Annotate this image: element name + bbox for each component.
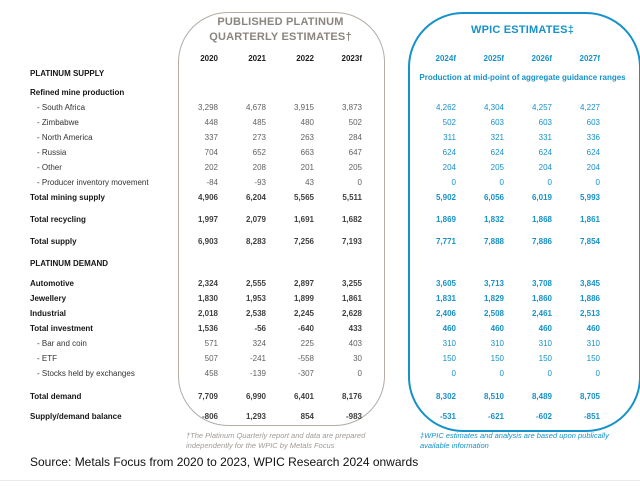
column-gap (362, 291, 408, 306)
wpic-value-cell: -531 (439, 412, 456, 421)
table-row (0, 256, 640, 271)
published-value-cell: 854 (300, 412, 314, 421)
published-title-line2: QUARTERLY ESTIMATES† (209, 31, 352, 43)
published-value-cell (314, 256, 362, 271)
wpic-value-cell (552, 85, 600, 100)
row-label: Total demand (30, 392, 82, 401)
wpic-value-cell: 624 (538, 148, 552, 157)
table-row (0, 291, 640, 306)
row-label: - Bar and coin (37, 339, 87, 348)
table-row (0, 351, 640, 366)
table-row (0, 175, 640, 190)
wpic-value-cell: 7,888 (483, 237, 504, 246)
row-label: - Producer inventory movement (37, 178, 149, 187)
wpic-value-cell (408, 66, 456, 81)
wpic-value-cell: 8,510 (483, 392, 504, 401)
published-value-cell: 337 (204, 133, 218, 142)
wpic-value-cell: 460 (490, 324, 504, 333)
column-gap (362, 175, 408, 190)
published-value-cell: -93 (254, 178, 266, 187)
published-value-cell: 485 (252, 118, 266, 127)
published-value-cell: 208 (252, 163, 266, 172)
table-row (0, 336, 640, 351)
wpic-value-cell: 5,902 (435, 193, 456, 202)
wpic-value-cell: 4,262 (435, 103, 456, 112)
table-row (0, 66, 640, 81)
wpic-value-cell: 5,993 (579, 193, 600, 202)
table-row (0, 160, 640, 175)
column-gap (362, 409, 408, 424)
column-gap (362, 389, 408, 404)
published-value-cell: 30 (353, 354, 362, 363)
wpic-value-cell: -851 (583, 412, 600, 421)
table-row (0, 85, 640, 100)
row-label: - Russia (37, 148, 67, 157)
wpic-value-cell: 204 (538, 163, 552, 172)
published-value-cell: 6,903 (197, 237, 218, 246)
published-value-cell (218, 85, 266, 100)
wpic-value-cell: 1,831 (435, 294, 456, 303)
column-gap (362, 190, 408, 205)
wpic-value-cell: 336 (586, 133, 600, 142)
wpic-value-cell: 6,056 (483, 193, 504, 202)
row-label: Supply/demand balance (30, 412, 122, 421)
row-label: - ETF (37, 354, 57, 363)
wpic-year-col3: 2026f (531, 54, 552, 63)
wpic-value-cell (456, 66, 504, 81)
published-value-cell: 2,538 (245, 309, 266, 318)
wpic-value-cell: 331 (538, 133, 552, 142)
column-gap (362, 234, 408, 249)
row-label: Refined mine production (30, 88, 125, 97)
wpic-value-cell: 624 (442, 148, 456, 157)
published-value-cell: 3,873 (341, 103, 362, 112)
published-value-cell: 284 (348, 133, 362, 142)
wpic-value-cell: 311 (443, 133, 456, 142)
published-value-cell: 652 (252, 148, 266, 157)
wpic-value-cell: 3,713 (483, 279, 504, 288)
wpic-value-cell: 603 (490, 118, 504, 127)
column-gap (362, 130, 408, 145)
wpic-value-cell: 150 (490, 354, 504, 363)
wpic-value-cell: 150 (442, 354, 456, 363)
column-gap (362, 66, 408, 81)
published-value-cell: 5,565 (293, 193, 314, 202)
published-value-cell: -640 (297, 324, 314, 333)
published-year-col4: 2023f (341, 54, 362, 63)
published-value-cell (218, 256, 266, 271)
published-value-cell: -806 (201, 412, 218, 421)
published-value-cell: 2,897 (293, 279, 314, 288)
published-value-cell: 448 (204, 118, 218, 127)
published-value-cell: 571 (204, 339, 218, 348)
published-title-line1: PUBLISHED PLATINUM (217, 16, 344, 28)
wpic-value-cell: 0 (547, 178, 552, 187)
column-gap (362, 212, 408, 227)
wpic-value-cell: 0 (499, 178, 504, 187)
year-row-spacer (0, 52, 170, 66)
published-value-cell: 1,682 (341, 215, 362, 224)
column-gap (362, 276, 408, 291)
published-year-col3: 2022 (296, 54, 314, 63)
row-label: - North America (37, 133, 93, 142)
published-value-cell: 7,256 (293, 237, 314, 246)
wpic-value-cell: 2,513 (579, 309, 600, 318)
column-gap (362, 351, 408, 366)
wpic-value-cell: 2,406 (435, 309, 456, 318)
published-value-cell: 507 (204, 354, 218, 363)
published-value-cell: 202 (204, 163, 218, 172)
wpic-value-cell: 4,227 (579, 103, 600, 112)
wpic-year-col1: 2024f (435, 54, 456, 63)
published-value-cell (218, 66, 266, 81)
published-value-cell: 201 (300, 163, 314, 172)
wpic-value-cell: 460 (538, 324, 552, 333)
row-label: PLATINUM SUPPLY (30, 69, 105, 78)
wpic-value-cell: 310 (586, 339, 600, 348)
wpic-value-cell: 3,845 (579, 279, 600, 288)
published-value-cell: 704 (204, 148, 218, 157)
wpic-value-cell: 2,508 (483, 309, 504, 318)
published-value-cell: 647 (348, 148, 362, 157)
table-row (0, 115, 640, 130)
estimates-table (0, 52, 640, 424)
row-label: - Other (37, 163, 62, 172)
wpic-value-cell (408, 85, 456, 100)
table-row (0, 321, 640, 336)
published-value-cell: 1,861 (341, 294, 362, 303)
published-value-cell: 5,511 (342, 193, 362, 202)
published-value-cell: -56 (254, 324, 266, 333)
wpic-value-cell: 3,708 (531, 279, 552, 288)
wpic-value-cell: 603 (538, 118, 552, 127)
published-value-cell: 0 (357, 369, 362, 378)
published-value-cell: 205 (348, 163, 362, 172)
table-row (0, 130, 640, 145)
wpic-value-cell: 7,886 (531, 237, 552, 246)
table-row (0, 234, 640, 249)
published-value-cell: 2,324 (197, 279, 218, 288)
published-year-col1: 2020 (200, 54, 218, 63)
row-label: Total mining supply (30, 193, 105, 202)
column-gap (362, 85, 408, 100)
published-value-cell: 2,555 (245, 279, 266, 288)
wpic-value-cell: 460 (586, 324, 600, 333)
column-gap (362, 160, 408, 175)
published-value-cell: 1,899 (293, 294, 314, 303)
wpic-value-cell (504, 66, 552, 81)
wpic-value-cell (504, 256, 552, 271)
wpic-value-cell: 603 (586, 118, 600, 127)
wpic-year-col2: 2025f (483, 54, 504, 63)
published-footnote: †The Platinum Quarterly report and data are prepared independently for the WPIC by Metals Focus (186, 431, 366, 450)
published-year-col2: 2021 (248, 54, 266, 63)
column-gap (362, 52, 408, 66)
wpic-value-cell: 7,854 (579, 237, 600, 246)
published-value-cell: 0 (357, 178, 362, 187)
published-value-cell: 458 (204, 369, 218, 378)
published-value-cell: 403 (348, 339, 362, 348)
published-value-cell: 433 (348, 324, 362, 333)
wpic-value-cell: 1,868 (531, 215, 552, 224)
wpic-value-cell: 0 (451, 369, 456, 378)
wpic-value-cell: -621 (487, 412, 504, 421)
wpic-value-cell: 624 (586, 148, 600, 157)
wpic-value-cell: 310 (442, 339, 456, 348)
published-estimates-title (178, 15, 383, 45)
wpic-footnote: ‡WPIC estimates and analysis are based upon publically available information (420, 431, 609, 450)
wpic-value-cell: 1,886 (579, 294, 600, 303)
published-value-cell: 225 (300, 339, 314, 348)
wpic-value-cell: 0 (547, 369, 552, 378)
published-value-cell: 1,830 (197, 294, 218, 303)
published-value-cell: 324 (252, 339, 266, 348)
published-value-cell (266, 85, 314, 100)
row-label: - Stocks held by exchanges (37, 369, 135, 378)
published-value-cell: 6,401 (293, 392, 314, 401)
table-row (0, 366, 640, 381)
row-label: Total recycling (30, 215, 86, 224)
table-row (0, 276, 640, 291)
published-value-cell: 2,018 (197, 309, 218, 318)
wpic-value-cell: 310 (538, 339, 552, 348)
published-value-cell: 502 (348, 118, 362, 127)
published-value-cell: -241 (249, 354, 266, 363)
published-value-cell: 4,906 (197, 193, 218, 202)
published-value-cell: 8,283 (245, 237, 266, 246)
published-value-cell: -558 (297, 354, 314, 363)
published-value-cell: 3,915 (293, 103, 314, 112)
published-value-cell: 273 (252, 133, 266, 142)
wpic-value-cell: 8,302 (435, 392, 456, 401)
published-value-cell: 3,298 (197, 103, 218, 112)
published-value-cell: 1,536 (197, 324, 218, 333)
wpic-value-cell: 8,489 (531, 392, 552, 401)
wpic-value-cell: 1,829 (483, 294, 504, 303)
published-value-cell: 1,953 (245, 294, 266, 303)
published-value-cell: 7,193 (341, 237, 362, 246)
column-gap (362, 321, 408, 336)
row-label: PLATINUM DEMAND (30, 259, 109, 268)
wpic-value-cell: 624 (490, 148, 504, 157)
wpic-value-cell (552, 256, 600, 271)
column-gap (362, 115, 408, 130)
published-value-cell: 2,079 (245, 215, 266, 224)
published-value-cell: 480 (300, 118, 314, 127)
published-value-cell (314, 85, 362, 100)
table-row (0, 100, 640, 115)
table-row (0, 145, 640, 160)
published-value-cell: 6,990 (245, 392, 266, 401)
published-value-cell: 6,204 (245, 193, 266, 202)
column-gap (362, 366, 408, 381)
row-label: Total supply (30, 237, 77, 246)
wpic-value-cell: 460 (442, 324, 456, 333)
published-value-cell: 1,997 (197, 215, 218, 224)
table-row (0, 190, 640, 205)
published-value-cell (170, 66, 218, 81)
wpic-value-cell: 0 (595, 369, 600, 378)
wpic-value-cell (456, 256, 504, 271)
wpic-value-cell: 8,705 (579, 392, 600, 401)
published-value-cell: 1,691 (293, 215, 314, 224)
wpic-value-cell: 1,860 (531, 294, 552, 303)
wpic-value-cell: 0 (499, 369, 504, 378)
wpic-value-cell: 0 (595, 178, 600, 187)
published-value-cell: 1,293 (245, 412, 266, 421)
published-value-cell: 43 (305, 178, 314, 187)
wpic-value-cell: 2,461 (531, 309, 552, 318)
wpic-value-cell (504, 85, 552, 100)
wpic-value-cell: -602 (535, 412, 552, 421)
wpic-value-cell: 502 (442, 118, 456, 127)
wpic-value-cell (408, 256, 456, 271)
source-note: Source: Metals Focus from 2020 to 2023, WPIC Research 2024 onwards (30, 455, 419, 469)
wpic-value-cell (552, 66, 600, 81)
wpic-value-cell: 205 (490, 163, 504, 172)
published-value-cell: 663 (300, 148, 314, 157)
published-value-cell: 7,709 (197, 392, 218, 401)
wpic-value-cell: 7,771 (435, 237, 456, 246)
wpic-value-cell (456, 85, 504, 100)
wpic-value-cell: 150 (538, 354, 552, 363)
table-row (0, 212, 640, 227)
table-row (0, 389, 640, 404)
published-value-cell (266, 66, 314, 81)
wpic-value-cell: 0 (451, 178, 456, 187)
published-value-cell: -307 (297, 369, 314, 378)
wpic-value-cell: 204 (442, 163, 456, 172)
wpic-value-cell: 321 (490, 133, 504, 142)
wpic-estimates-title: WPIC ESTIMATES‡ (470, 24, 575, 36)
column-gap (362, 100, 408, 115)
published-value-cell: 8,176 (341, 392, 362, 401)
column-gap (362, 306, 408, 321)
row-label: Industrial (30, 309, 67, 318)
column-gap (362, 336, 408, 351)
wpic-value-cell: 204 (586, 163, 600, 172)
published-value-cell (170, 85, 218, 100)
wpic-value-cell: 6,019 (531, 193, 552, 202)
row-label: Automotive (30, 279, 74, 288)
column-gap (362, 145, 408, 160)
column-gap (362, 256, 408, 271)
row-label: Jewellery (30, 294, 67, 303)
published-value-cell (266, 256, 314, 271)
published-value-cell: -983 (345, 412, 362, 421)
wpic-value-cell: 1,869 (435, 215, 456, 224)
published-value-cell: -139 (249, 369, 266, 378)
published-value-cell (314, 66, 362, 81)
wpic-year-col4: 2027f (579, 54, 600, 63)
row-label: - South Africa (37, 103, 86, 112)
wpic-value-cell: 1,861 (579, 215, 600, 224)
published-value-cell: 2,245 (293, 309, 314, 318)
published-value-cell: 263 (300, 133, 314, 142)
wpic-value-cell: 150 (586, 354, 600, 363)
published-value-cell: -84 (206, 178, 218, 187)
published-value-cell: 3,255 (341, 279, 362, 288)
wpic-value-cell: 1,832 (483, 215, 504, 224)
row-label: Total investment (30, 324, 93, 333)
published-value-cell (170, 256, 218, 271)
table-row (0, 409, 640, 424)
published-value-cell: 4,678 (245, 103, 266, 112)
row-label: - Zimbabwe (37, 118, 79, 127)
wpic-value-cell: 3,605 (435, 279, 456, 288)
wpic-value-cell: 310 (490, 339, 504, 348)
wpic-value-cell: 4,304 (483, 103, 504, 112)
table-row (0, 306, 640, 321)
wpic-value-cell: 4,257 (531, 103, 552, 112)
year-header-row (0, 52, 640, 66)
wpic-guidance-note: Production at mid-point of aggregate guidance ranges (419, 73, 626, 82)
bottom-divider (0, 480, 640, 481)
published-value-cell: 2,628 (341, 309, 362, 318)
